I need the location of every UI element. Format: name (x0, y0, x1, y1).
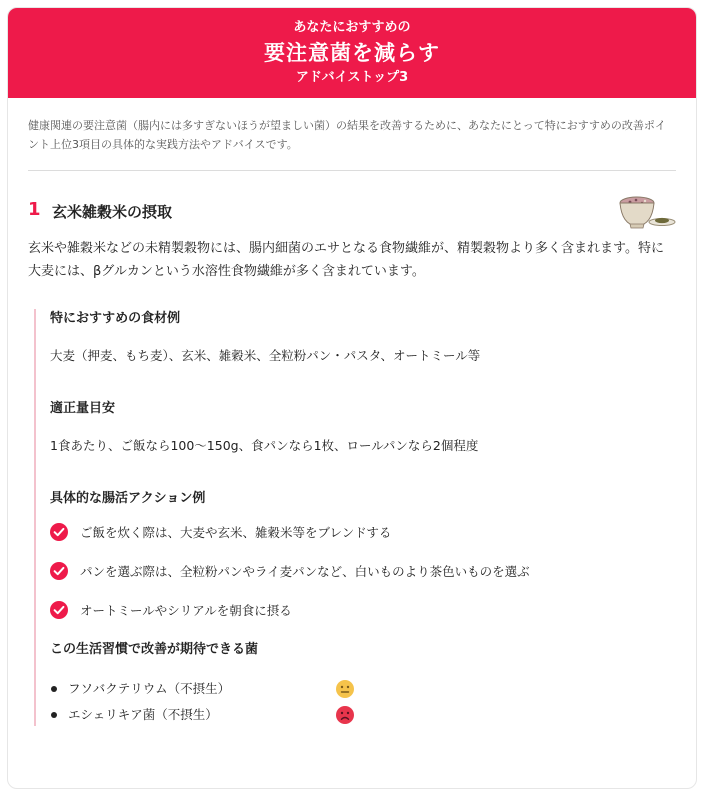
foods-text: 大麦（押麦、もち麦）、玄米、雑穀米、全粒粉パン・パスタ、オートミール等 (50, 348, 481, 363)
intro-text: 健康関連の要注意菌（腸内には多すぎないほうが望ましい菌）の結果を改善するために、あなたにとって特におすすめの改善ポイント上位3項目の具体的な実践方法やアドバイスです。 (28, 116, 676, 171)
header-tagline: アドバイストップ3 (295, 70, 409, 85)
bacteria-item (50, 704, 378, 726)
bacteria-item (50, 678, 378, 700)
neutral-face-icon (336, 680, 354, 698)
check-circle-icon (50, 562, 68, 580)
bowl-of-rice-icon (618, 191, 676, 229)
section-details (34, 309, 676, 726)
section-description: 玄米や雑穀米などの未精製穀物には、腸内細菌のエサとなる食物繊維が、精製穀物より多く含まれます。特に大麦には、βグルカンという水溶性食物繊維が多く含まれています。 (28, 241, 664, 279)
header-title: 要注意菌を減らす (264, 41, 440, 65)
section-title: 玄米雑穀米の摂取 (52, 203, 173, 221)
action-text: ご飯を炊く際は、大麦や玄米、雑穀米等をブレンドする (80, 525, 392, 540)
action-item (50, 523, 676, 543)
bacteria-name: エシェリキア菌（不摂生） (68, 707, 218, 722)
bacteria-name: フソバクテリウム（不摂生） (68, 681, 231, 696)
foods-heading: 特におすすめの食材例 (50, 311, 181, 326)
actions-list (50, 523, 676, 621)
section-number: 1 (28, 199, 41, 220)
header-subtitle: あなたにおすすめの (293, 20, 411, 35)
bacteria-list (50, 678, 676, 726)
advice-card (7, 7, 697, 789)
advice-header (8, 8, 696, 98)
action-item (50, 601, 676, 621)
check-circle-icon (50, 523, 68, 541)
bullet-icon (51, 686, 57, 692)
section-heading (28, 191, 676, 227)
check-circle-icon (50, 601, 68, 619)
bacteria-heading: この生活習慣で改善が期待できる菌 (50, 642, 259, 657)
action-item (50, 562, 676, 582)
action-text: パンを選ぶ際は、全粒粉パンやライ麦パンなど、白いものより茶色いものを選ぶ (80, 564, 530, 579)
action-text: オートミールやシリアルを朝食に摂る (80, 603, 292, 618)
actions-heading: 具体的な腸活アクション例 (50, 491, 206, 506)
bullet-icon (51, 712, 57, 718)
amount-heading: 適正量目安 (50, 401, 116, 416)
amount-text: 1食あたり、ご飯なら100〜150g、食パンなら1枚、ロールパンなら2個程度 (50, 438, 479, 453)
sad-face-icon (336, 706, 354, 724)
